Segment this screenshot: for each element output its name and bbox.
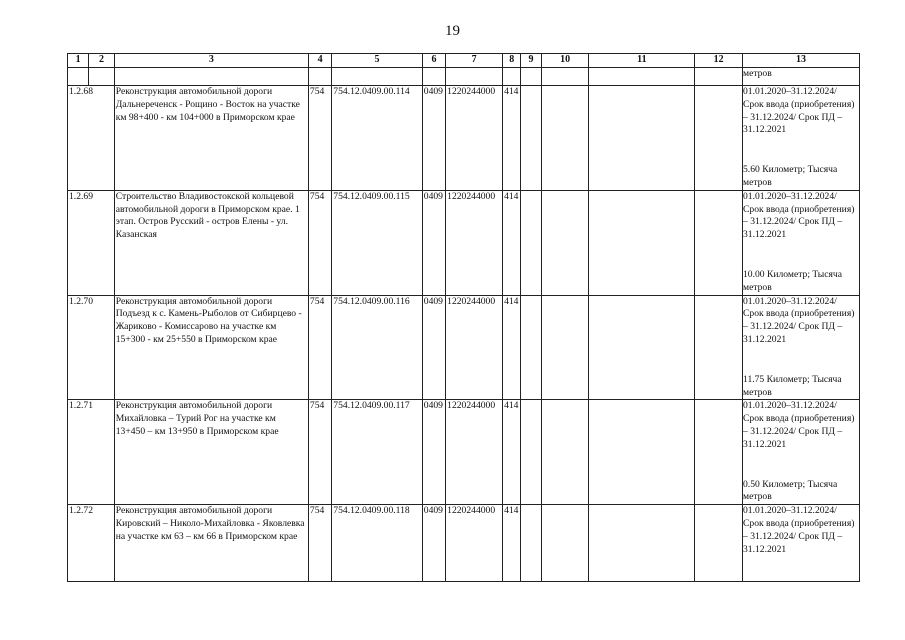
object-code: 754.12.0409.00.117 (332, 400, 422, 505)
table-row (68, 400, 860, 505)
expense-type: 414 (503, 505, 521, 582)
row-number: 1.2.71 (68, 400, 115, 505)
row-number: 1.2.72 (68, 505, 115, 582)
section-code: 0409 (422, 295, 445, 400)
period-text: 01.01.2020–31.12.2024/ Срок ввода (приобретения) – 31.12.2024/ Срок ПД – 31.12.2021 (743, 295, 855, 345)
budget-table (67, 53, 860, 582)
period-text: 01.01.2020–31.12.2024/ Срок ввода (приобретения) – 31.12.2024/ Срок ПД – 31.12.2021 (743, 86, 855, 136)
capacity-text: 0.50 Километр; Тысяча метров (743, 478, 838, 503)
target-code: 1220244000 (446, 400, 503, 505)
period-cell (743, 400, 860, 505)
section-code: 0409 (422, 505, 445, 582)
col-header: 2 (89, 54, 114, 68)
target-code: 1220244000 (446, 505, 503, 582)
expense-type: 414 (503, 86, 521, 191)
code-ministry: 754 (308, 400, 331, 505)
object-name: Реконструкция автомобильной дороги Михайловка – Турий Рог на участке км 13+450 – км 13+950 в Приморском крае (114, 400, 308, 505)
col-header: 11 (589, 54, 695, 68)
capacity-text: 5.60 Километр; Тысяча метров (743, 164, 838, 188)
col-header: 3 (114, 54, 308, 68)
period-cell (743, 86, 860, 191)
col-header: 5 (332, 54, 422, 68)
col-header: 8 (503, 54, 521, 68)
code-ministry: 754 (308, 505, 331, 582)
period-text: 01.01.2020–31.12.2024/ Срок ввода (приобретения) – 31.12.2024/ Срок ПД – 31.12.2021 (743, 400, 855, 450)
target-code: 1220244000 (446, 190, 503, 295)
table-row (68, 505, 860, 582)
period-cell (743, 295, 860, 400)
continuation-row (68, 68, 860, 86)
col-header: 6 (422, 54, 445, 68)
object-name: Реконструкция автомобильной дороги Подъезд к с. Камень-Рыболов от Сибирцево - Жариково - Комиссарово на участке км 15+300 - км 25+550 в Приморском крае (114, 295, 308, 400)
code-ministry: 754 (308, 86, 331, 191)
expense-type: 414 (503, 190, 521, 295)
row-number: 1.2.68 (68, 86, 115, 191)
col-header: 7 (446, 54, 503, 68)
section-code: 0409 (422, 400, 445, 505)
capacity-text: 11.75 Километр; Тысяча метров (743, 373, 842, 398)
row-number: 1.2.69 (68, 190, 115, 295)
period-cell (743, 190, 860, 295)
capacity-text: 10.00 Километр; Тысяча метров (743, 268, 843, 293)
period-cell: метров (743, 68, 860, 86)
target-code: 1220244000 (446, 86, 503, 191)
target-code: 1220244000 (446, 295, 503, 400)
object-code: 754.12.0409.00.115 (332, 190, 422, 295)
page-number: 19 (445, 23, 460, 39)
col-header: 10 (541, 54, 589, 68)
object-name: Реконструкция автомобильной дороги Дальнереченск - Рощино - Восток на участке км 98+400 - км 104+000 в Приморском крае (114, 86, 308, 191)
row-number: 1.2.70 (68, 295, 115, 400)
period-cell (743, 505, 860, 582)
col-header: 13 (743, 54, 860, 68)
col-header: 1 (68, 54, 89, 68)
code-ministry: 754 (308, 295, 331, 400)
object-code: 754.12.0409.00.116 (332, 295, 422, 400)
expense-type: 414 (503, 295, 521, 400)
section-code: 0409 (422, 86, 445, 191)
col-header: 9 (521, 54, 541, 68)
col-header: 4 (308, 54, 331, 68)
code-ministry: 754 (308, 190, 331, 295)
period-text: 01.01.2020–31.12.2024/ Срок ввода (приобретения) – 31.12.2024/ Срок ПД – 31.12.2021 (743, 505, 855, 555)
table-row (68, 86, 860, 191)
period-text: 01.01.2020–31.12.2024/ Срок ввода (приобретения) – 31.12.2024/ Срок ПД – 31.12.2021 (743, 190, 855, 241)
header-row (68, 54, 860, 68)
section-code: 0409 (422, 190, 445, 295)
expense-type: 414 (503, 400, 521, 505)
table-row (68, 190, 860, 295)
object-name: Реконструкция автомобильной дороги Кировский – Николо-Михайловка - Яковлевка на участке км 63 – км 66 в Приморском крае (114, 505, 308, 582)
object-name: Строительство Владивостокской кольцевой автомобильной дороги в Приморском крае. 1 этап. Остров Русский - остров Елены - ул. Казанская (114, 190, 308, 295)
object-code: 754.12.0409.00.114 (332, 86, 422, 191)
table-row (68, 295, 860, 400)
object-code: 754.12.0409.00.118 (332, 505, 422, 582)
col-header: 12 (695, 54, 743, 68)
